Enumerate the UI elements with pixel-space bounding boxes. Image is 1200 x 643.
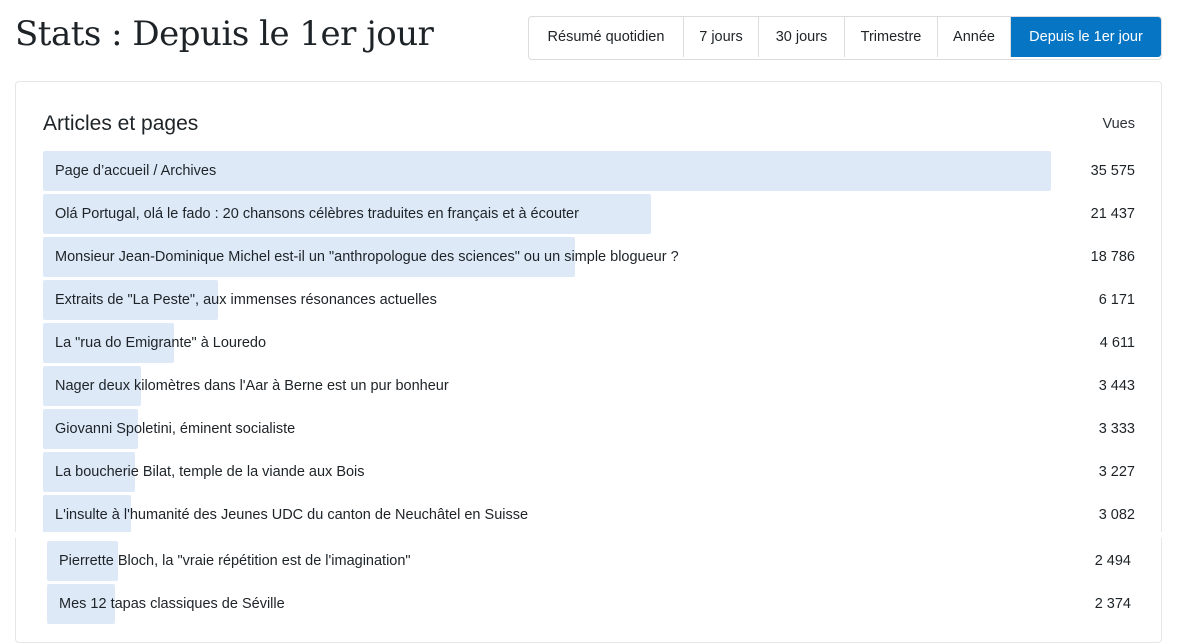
post-views-count: 2 494 [1094,553,1131,569]
post-title-link[interactable]: Monsieur Jean-Dominique Michel est-il un "anthropologue des sciences" ou un simple blogueur ? [55,249,679,265]
tab-7-days[interactable]: 7 jours [684,17,759,57]
post-title-link[interactable]: La boucherie Bilat, temple de la viande aux Bois [55,464,365,480]
post-title-link[interactable]: La "rua do Emigrante" à Louredo [55,335,267,351]
post-title-link[interactable]: L'insulte à l'humanité des Jeunes UDC du canton de Neuchâtel en Suisse [55,507,529,523]
list-item [43,495,1161,535]
screenshot-seam [0,532,1200,538]
post-views-count: 18 786 [1090,249,1135,265]
post-views-count: 3 333 [1098,421,1135,437]
page-title: Stats : Depuis le 1er jour [15,14,434,54]
list-item [43,366,1161,406]
tab-year[interactable]: Année [938,17,1011,57]
tab-30-days[interactable]: 30 jours [759,17,845,57]
posts-pages-card [15,81,1162,643]
post-views-count: 3 082 [1098,507,1135,523]
list-item [47,541,1161,581]
list-item [43,323,1161,363]
post-title-link[interactable]: Nager deux kilomètres dans l'Aar à Berne est un pur bonheur [55,378,449,394]
list-item [43,194,1161,234]
period-tabs [528,16,1162,60]
list-item [43,151,1161,191]
post-title-link[interactable]: Mes 12 tapas classiques de Séville [59,596,285,612]
views-column-label: Vues [1102,116,1135,132]
post-views-count: 4 611 [1099,335,1135,351]
post-title-link[interactable]: Giovanni Spoletini, éminent socialiste [55,421,296,437]
post-views-count: 3 227 [1098,464,1135,480]
list-item [43,409,1161,449]
post-views-count: 3 443 [1098,378,1135,394]
list-item [43,280,1161,320]
post-views-count: 35 575 [1090,163,1135,179]
post-title-link[interactable]: Pierrette Bloch, la "vraie répétition est de l'imagination" [59,553,411,569]
card-title: Articles et pages [43,112,199,135]
tab-quarter[interactable]: Trimestre [845,17,938,57]
tab-daily-summary[interactable]: Résumé quotidien [529,17,684,57]
post-title-link[interactable]: Extraits de "La Peste", aux immenses résonances actuelles [55,292,437,308]
post-title-link[interactable]: Page d’accueil / Archives [55,163,217,179]
post-views-count: 2 374 [1094,596,1131,612]
list-item [43,452,1161,492]
post-views-count: 21 437 [1090,206,1135,222]
list-item [47,584,1161,624]
post-views-count: 6 171 [1098,292,1135,308]
list-item [43,237,1161,277]
post-title-link[interactable]: Olá Portugal, olá le fado : 20 chansons célèbres traduites en français et à écouter [55,206,579,222]
tab-all-time[interactable]: Depuis le 1er jour [1011,17,1161,57]
